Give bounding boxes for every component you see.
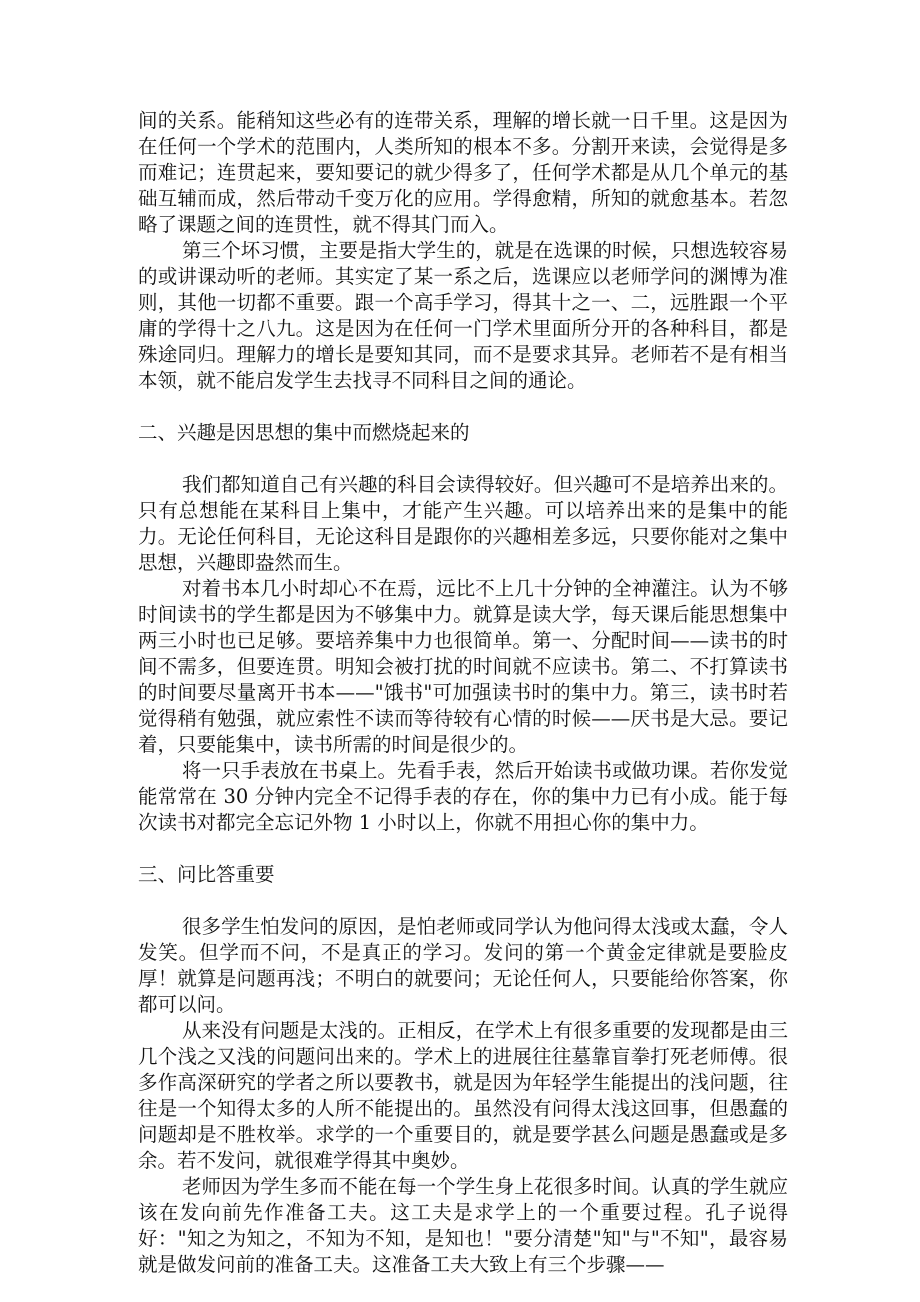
paragraph-concentration: 对着书本几小时却心不在焉，远比不上几十分钟的全神灌注。认为不够时间读书的学生都是因为不够集中力。就算是读大学，每天课后能思想集中两三小时也已足够。要培养集中力也很简单。第一、分配时间——读书的时间不需多，但要连贯。明知会被打扰的时间就不应读书。第二、不打算读书的时间要尽量离开书本——"饿书"可加强读书时的集中力。第三，读书时若觉得稍有勉强，就应索性不读而等待较有心情的时候——厌书是大忌。要记着，只要能集中，读书所需的时间是很少的。 (138, 577, 788, 756)
paragraph-shallow-questions: 从来没有问题是太浅的。正相反，在学术上有很多重要的发现都是由三几个浅之又浅的问题问出来的。学术上的进展往往墓靠盲拳打死老师傅。很多作高深研究的学者之所以要教书，就是因为年轻学生能提出的浅问题，往往是一个知得太多的人所不能提出的。虽然没有问得太浅这回事，但愚蠢的问题却是不胜枚举。求学的一个重要目的，就是要学甚么问题是愚蠢或是多余。若不发问，就很难学得其中奥妙。 (138, 1019, 788, 1172)
paragraph-bad-habit-3: 第三个坏习惯，主要是指大学生的，就是在选课的时候，只想选较容易的或讲课动听的老师。其实定了某一系之后，选课应以老师学问的渊博为准则，其他一切都不重要。跟一个高手学习，得其十之一、二，远胜跟一个平庸的学得十之八九。这是因为在任何一门学术里面所分开的各种科目，都是殊途同归。理解力的增长是要知其同，而不是要求其异。老师若不是有相当本领，就不能启发学生去找寻不同科目之间的通论。 (138, 239, 788, 392)
section-heading-2: 二、兴趣是因思想的集中而燃烧起来的 (138, 421, 470, 444)
paragraph-preparation: 老师因为学生多而不能在每一个学生身上花很多时间。认真的学生就应该在发向前先作准备工夫。这工夫是求学上的一个重要过程。孔子说得好："知之为知之，不知为不知，是知也！"要分清楚"知"与"不知"，最容易就是做发问前的准备工夫。这准备工夫大致上有三个步骤—— (138, 1175, 788, 1276)
section-heading-3: 三、问比答重要 (138, 863, 275, 886)
paragraph-asking: 很多学生怕发问的原因，是怕老师或同学认为他问得太浅或太蠢，令人发笑。但学而不问，不是真正的学习。发问的第一个黄金定律就是要脸皮厚！就算是问题再浅；不明白的就要问；无论任何人，只要能给你答案，你都可以问。 (138, 915, 788, 1016)
paragraph-1: 间的关系。能稍知这些必有的连带关系，理解的增长就一日千里。这是因为在任何一个学术的范围内，人类所知的根本不多。分割开来读，会觉得是多而难记；连贯起来，要知要记的就少得多了，任何学术都是从几个单元的基础互辅而成，然后带动千变万化的应用。学得愈精，所知的就愈基本。若忽略了课题之间的连贯性，就不得其门而入。 (138, 109, 788, 236)
document-page (138, 108, 788, 1278)
paragraph-watch: 将一只手表放在书桌上。先看手表，然后开始读书或做功课。若你发觉能常常在 30 分钟内完全不记得手表的存在，你的集中力已有小成。能于每次读书对都完全忘记外物 1 小时以上，你就不用担心你的集中力。 (138, 759, 788, 834)
paragraph-interest: 我们都知道自己有兴趣的科目会读得较好。但兴趣可不是培养出来的。只有总想能在某科目上集中，才能产生兴趣。可以培养出来的是集中的能力。无论任何科目，无论这科目是跟你的兴趣相差多远，只要你能对之集中思想，兴趣即盎然而生。 (138, 473, 788, 574)
